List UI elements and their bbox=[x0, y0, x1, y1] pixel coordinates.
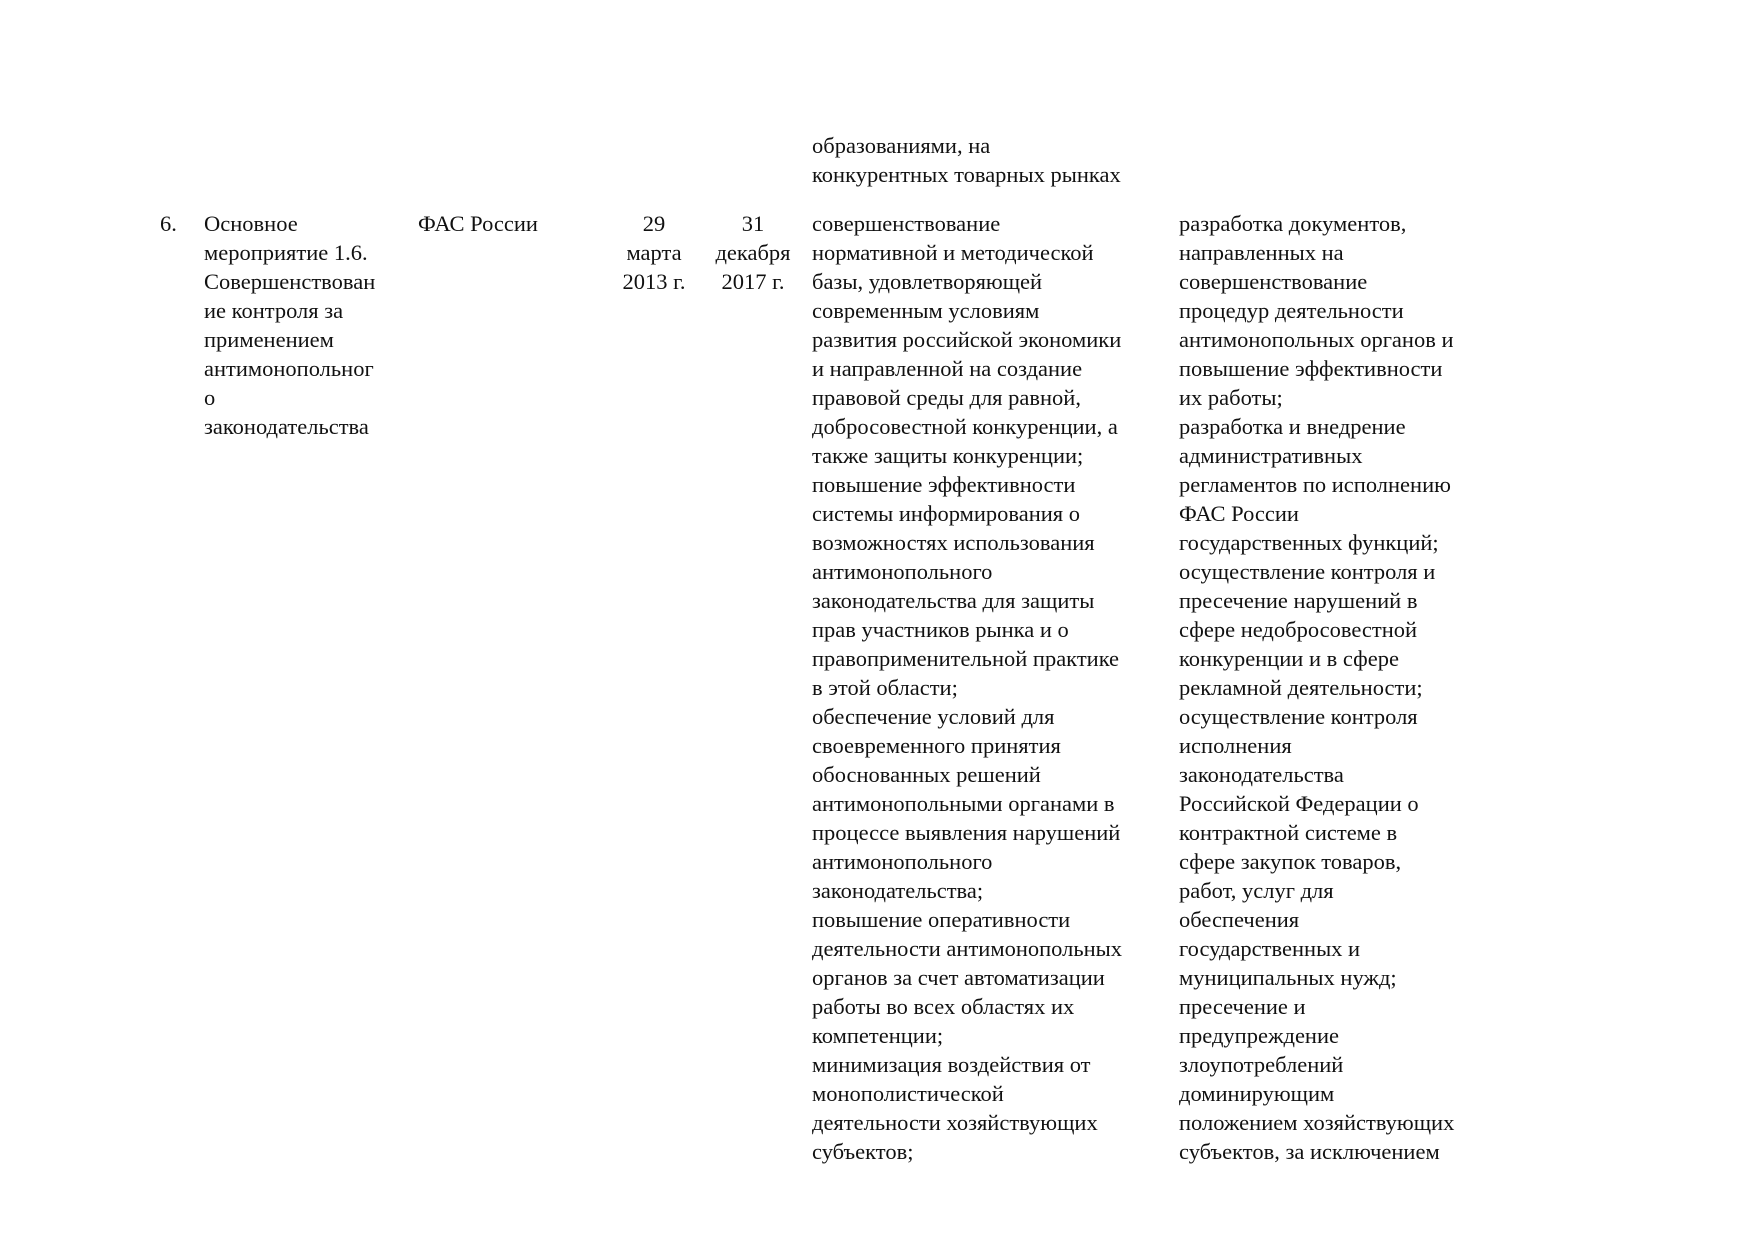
continuation-text: образованиями, на конкурентных товарных рынках bbox=[812, 133, 1121, 187]
responsible-executor: ФАС России bbox=[418, 211, 538, 236]
start-date: 29 марта 2013 г. bbox=[622, 211, 686, 294]
row-number: 6. bbox=[160, 211, 177, 236]
end-date: 31 декабря 2017 г. bbox=[715, 211, 791, 294]
expected-results: совершенствование нормативной и методической базы, удовлетворяющей современным условиям развития российской экономики и направленной на создание правовой среды для равной, добросовестной конкуренции, а также защиты конкуренции; повышение эффективности системы информирования о возможностях использования антимонопольного законодательства для защиты прав участников рынка и о правоприменительной практике в этой области; обеспечение условий для своевременного принятия обоснованных решений антимонопольными органами в процессе выявления нарушений антимонопольного законодательства; повышение оперативности деятельности антимонопольных органов за счет автоматизации работы во всех областях их компетенции; минимизация воздействия от монополистической деятельности хозяйствующих субъектов; bbox=[812, 211, 1123, 1164]
main-works: разработка документов, направленных на совершенствование процедур деятельности антимонопольных органов и повышение эффективности их работы; разработка и внедрение административных регламентов по исполнению ФАС России государственных функций; осуществление контроля и пресечение нарушений в сфере недобросовестной конкуренции и в сфере рекламной деятельности; осуществление контроля исполнения законодательства Российской Федерации о контрактной системе в сфере закупок товаров, работ, услуг для обеспечения государственных и муниципальных нужд; пресечение и предупреждение злоупотреблений доминирующим положением хозяйствующих субъектов, за исключением bbox=[1179, 211, 1455, 1164]
activity-title: Основное мероприятие 1.6. Совершенствован ие контроля за применением антимонопольног о законодательства bbox=[204, 211, 376, 439]
